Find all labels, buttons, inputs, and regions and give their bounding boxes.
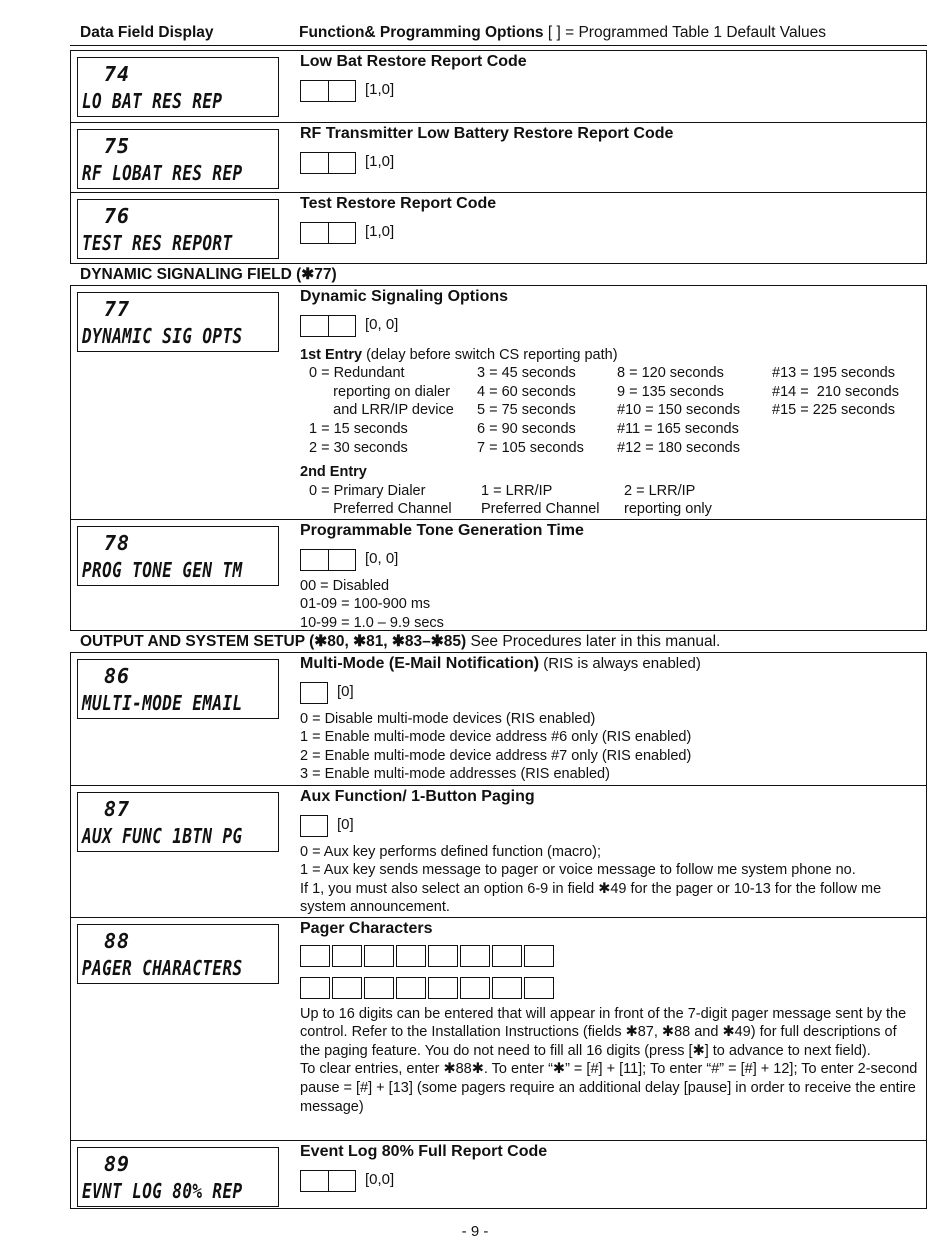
option-line: 3 = 45 seconds — [477, 365, 576, 382]
option-line: #13 = 195 seconds — [772, 365, 895, 382]
aux-options: 0 = Aux key performs defined function (macro); 1 = Aux key sends message to pager or voice message to follow me system phone no. If 1, you must also select an option 6-9 in field ✱49 for the pager or 10-13 for the follow me system announcement. — [300, 843, 882, 916]
pager-char-boxes-row2 — [300, 977, 920, 999]
field-77-row: 77 DYNAMIC SIG OPTS Dynamic Signaling Options [0, 0] 1st Entry (delay before switch CS reporting path) 0 = Redundant reporting on dialer and LRR/IP device 1 = 15 seconds 2 = 30 seconds 3 = 45 seconds 4 = 60 seconds 5 = 75 seconds 6 = 90 seconds 7 = 105 seconds 8 = 120 seconds 9 = 135 seconds #10 = 150 seconds #11 = 165 seconds #12 = 180 seconds #13 = 195 seconds #14 = 210 seconds #15 = 225 seconds 2nd Entry 0 = Primary Dialer Preferred Channel 1 = LRR/IP Preferred Channel 2 = LRR/IP reporting only — [71, 286, 926, 519]
option-line: 9 = 135 seconds — [617, 383, 724, 400]
lcd-display-88: 88 PAGER CHARACTERS — [77, 924, 279, 984]
tone-options: 00 = Disabled 01-09 = 100-900 ms 10-99 = 1.0 – 9.9 secs — [300, 577, 444, 631]
option-line: #10 = 150 seconds — [617, 402, 740, 419]
option-line: Preferred Channel — [309, 501, 452, 518]
manual-page — [70, 18, 927, 1209]
lcd-display-86: 86 MULTI-MODE EMAIL — [77, 659, 279, 719]
lcd-display-74: 74 LO BAT RES REP — [77, 57, 279, 117]
entry-box — [300, 222, 356, 244]
field-75-title: RF Transmitter Low Battery Restore Report Code — [300, 125, 674, 142]
header-data-field: Data Field Display — [80, 24, 214, 41]
first-entry-options — [309, 364, 899, 457]
field-74-title: Low Bat Restore Report Code — [300, 53, 527, 70]
option-line: 0 = Primary Dialer — [309, 482, 426, 499]
option-line: #12 = 180 seconds — [617, 439, 740, 456]
option-line: 7 = 105 seconds — [477, 439, 584, 456]
entry-box — [300, 1170, 356, 1192]
pager-char-boxes-row1 — [300, 945, 920, 967]
output-setup-section — [70, 652, 927, 1209]
option-line: 4 = 60 seconds — [477, 383, 576, 400]
pager-description: Up to 16 digits can be entered that will appear in front of the 7-digit pager message sent by the control. Refer to the Installation Instructions (fields ✱87, ✱88 and ✱49) for full descriptions of the paging feature. You do not need to fill all 16 digits (press [✱] to advance to next field). — [300, 1005, 907, 1059]
output-setup-heading: OUTPUT AND SYSTEM SETUP (✱80, ✱81, ✱83–✱85) See Procedures later in this manual. — [80, 633, 721, 650]
first-entry-heading: 1st Entry (delay before switch CS reporting path) — [300, 346, 618, 363]
entry-box — [300, 152, 356, 174]
option-line: Preferred Channel — [481, 501, 600, 518]
option-line: 1 = 15 seconds — [309, 420, 408, 437]
lcd-display-87: 87 AUX FUNC 1BTN PG — [77, 792, 279, 852]
multimode-options: 0 = Disable multi-mode devices (RIS enabled) 1 = Enable multi-mode device address #6 only (RIS enabled) 2 = Enable multi-mode device address #7 only (RIS enabled) 3 = Enable multi-mode addresses (RIS enabled) — [300, 710, 692, 783]
field-89-row: 89 EVNT LOG 80% REP Event Log 80% Full Report Code [0,0] — [71, 1140, 926, 1208]
dynamic-signaling-heading: DYNAMIC SIGNALING FIELD (✱77) — [80, 266, 337, 283]
lcd-display-78: 78 PROG TONE GEN TM — [77, 526, 279, 586]
lcd-display-76: 76 TEST RES REPORT — [77, 199, 279, 259]
dynamic-signaling-section — [70, 285, 927, 631]
lcd-display-77: 77 DYNAMIC SIG OPTS — [77, 292, 279, 352]
option-line: reporting on dialer — [309, 383, 451, 400]
field-78-title: Programmable Tone Generation Time — [300, 522, 584, 539]
report-code-section — [70, 50, 927, 264]
option-line: 1 = LRR/IP — [481, 482, 553, 499]
entry-box — [300, 549, 356, 571]
field-87-title: Aux Function/ 1-Button Paging — [300, 788, 535, 805]
second-entry-options — [309, 482, 712, 519]
option-line: #15 = 225 seconds — [772, 402, 895, 419]
field-88-row — [71, 917, 926, 1140]
entry-box — [300, 682, 328, 704]
entry-box — [300, 315, 356, 337]
field-77-title: Dynamic Signaling Options — [300, 288, 509, 305]
option-line: 8 = 120 seconds — [617, 365, 724, 382]
lcd-display-75: 75 RF LOBAT RES REP — [77, 129, 279, 189]
option-line: 2 = 30 seconds — [309, 439, 408, 456]
option-line: #11 = 165 seconds — [617, 420, 739, 437]
option-line: and LRR/IP device — [309, 402, 454, 419]
option-line: 0 = Redundant — [309, 365, 405, 382]
field-88-title: Pager Characters — [300, 920, 433, 937]
field-87-row: 87 AUX FUNC 1BTN PG Aux Function/ 1-Button Paging [0] 0 = Aux key performs defined function (macro); 1 = Aux key sends message to pager or voice message to follow me system phone no. If 1, you must also select an option 6-9 in field ✱49 for the pager or 10-13 for the follow me system announcement. — [71, 785, 926, 917]
entry-box — [300, 815, 328, 837]
field-86-row: 86 MULTI-MODE EMAIL Multi-Mode (E-Mail Notification) (RIS is always enabled) [0] 0 = Disable multi-mode devices (RIS enabled) 1 = Enable multi-mode device address #6 only (RIS enabled) 2 = Enable multi-mode device address #7 only (RIS enabled) 3 = Enable multi-mode addresses (RIS enabled) — [71, 653, 926, 785]
page-number: - 9 - — [461, 1223, 489, 1240]
option-line: #14 = 210 seconds — [772, 383, 899, 400]
entry-box — [300, 80, 356, 102]
field-75-row: 75 RF LOBAT RES REP RF Transmitter Low Battery Restore Report Code [1,0] — [71, 122, 926, 192]
option-line: 2 = LRR/IP — [624, 482, 696, 499]
field-89-title: Event Log 80% Full Report Code — [300, 1143, 548, 1160]
header-function: Function& Programming Options [ ] = Programmed Table 1 Default Values — [299, 24, 827, 41]
table-header — [70, 18, 927, 46]
field-74-row: 74 LO BAT RES REP Low Bat Restore Report Code [1,0] — [71, 51, 926, 122]
lcd-display-89: 89 EVNT LOG 80% REP — [77, 1147, 279, 1207]
option-line: reporting only — [624, 501, 712, 518]
field-76-row: 76 TEST RES REPORT Test Restore Report Code [1,0] — [71, 192, 926, 263]
field-78-row: 78 PROG TONE GEN TM Programmable Tone Generation Time [0, 0] 00 = Disabled 01-09 = 100-900 ms 10-99 = 1.0 – 9.9 secs — [71, 519, 926, 630]
option-line: 6 = 90 seconds — [477, 420, 576, 437]
field-76-title: Test Restore Report Code — [300, 195, 497, 212]
pager-clear-instructions: To clear entries, enter ✱88✱. To enter “✱” = [#] + [11]; To enter “#” = [#] + 12]; To enter 2-second pause = [#] + [13] (some pagers require an additional delay [pause] in order to receive the entire message) — [300, 1061, 918, 1115]
option-line: 5 = 75 seconds — [477, 402, 576, 419]
field-86-title: Multi-Mode (E-Mail Notification) (RIS is always enabled) — [300, 655, 701, 672]
second-entry-heading: 2nd Entry — [300, 464, 367, 481]
